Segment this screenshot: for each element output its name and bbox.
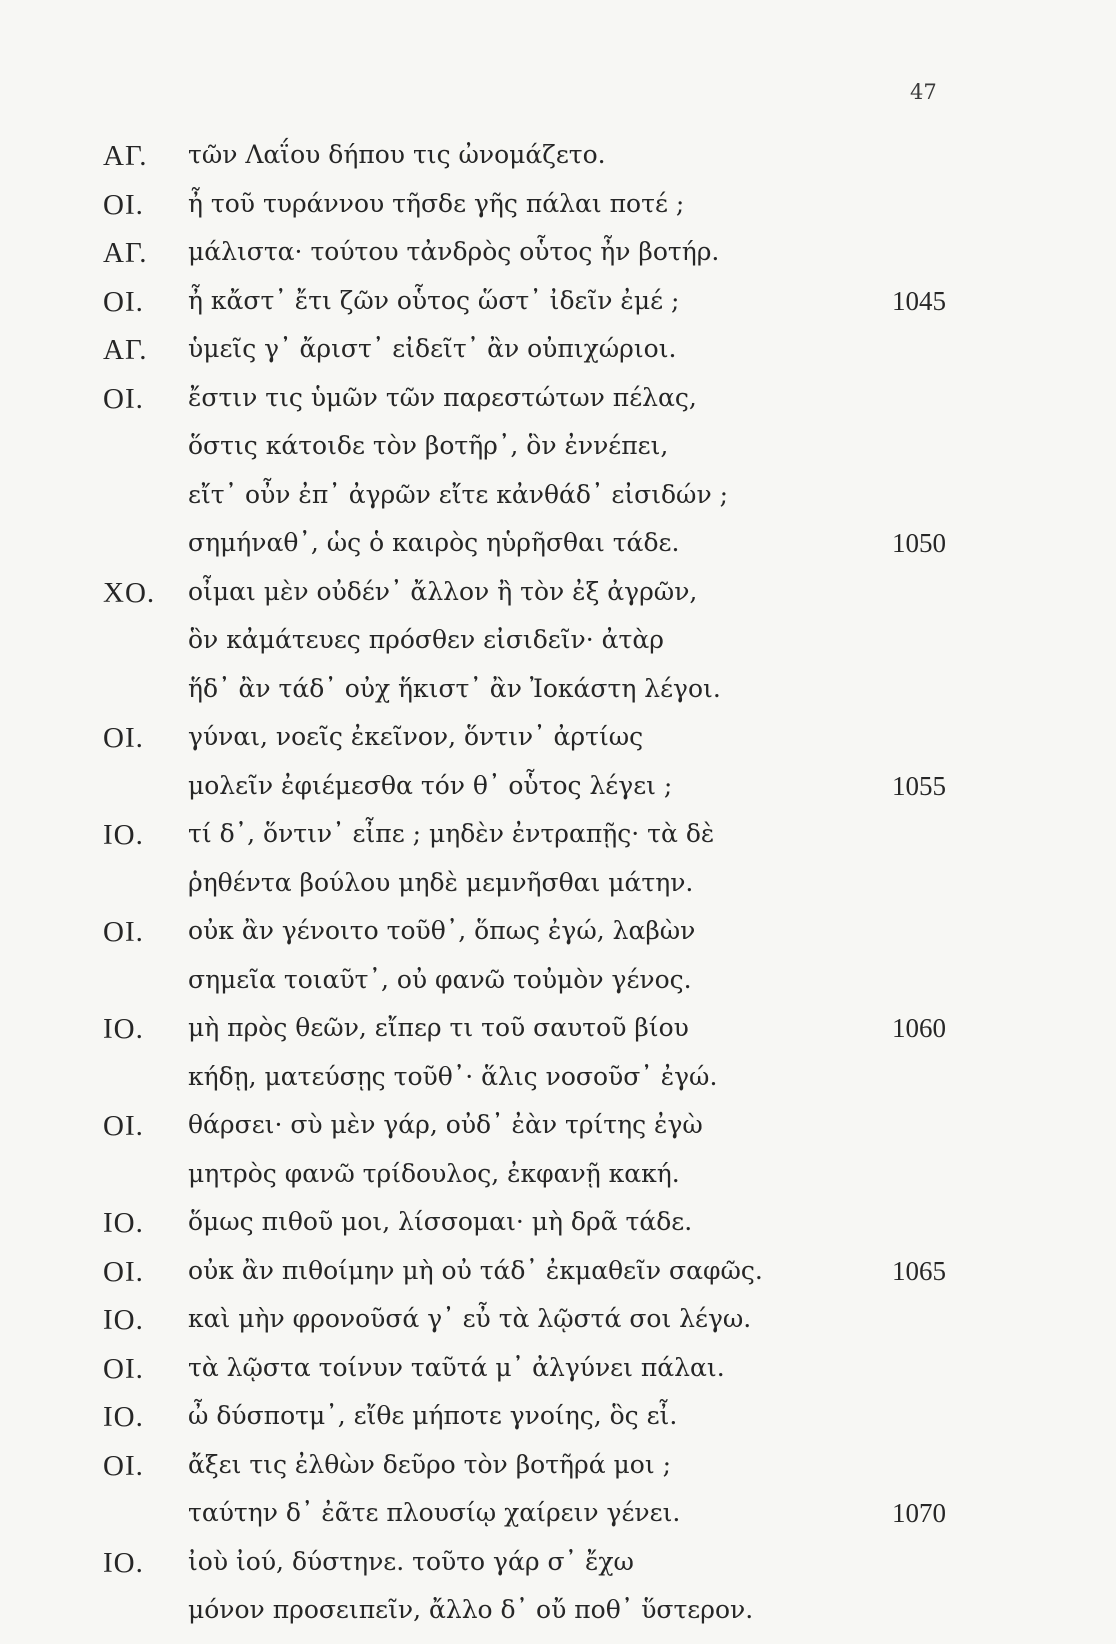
speaker-label: ΙΟ. <box>103 1401 144 1433</box>
verse-text: τῶν Λαΐου δήπου τις ὠνομάζετο. <box>188 140 606 169</box>
speaker-label: ΟΙ. <box>103 188 144 221</box>
verse-text: μάλιστα· τούτου τἀνδρὸς οὗτος ἦν βοτήρ. <box>188 237 720 266</box>
line-number: 1045 <box>892 285 946 316</box>
verse-line <box>0 625 1116 674</box>
page-number: 47 <box>910 80 937 104</box>
line-number: 1060 <box>892 1013 946 1043</box>
verse-line <box>0 1401 1116 1450</box>
verse-line <box>0 916 1116 965</box>
verse-text: ὦ δύσποτμ᾽, εἴθε μήποτε γνοίης, ὃς εἶ. <box>188 1401 678 1430</box>
verse-text: τί δ᾽, ὅντιν᾽ εἶπε ; μηδὲν ἐντραπῇς· τὰ δὲ <box>188 819 715 848</box>
verse-text: εἴτ᾽ οὖν ἐπ᾽ ἀγρῶν εἴτε κἀνθάδ᾽ εἰσιδών ; <box>188 479 729 509</box>
verse-line <box>0 819 1116 868</box>
speaker-label: ΟΙ. <box>103 722 144 754</box>
verse-text: ὃν κἀμάτευες πρόσθεν εἰσιδεῖν· ἀτὰρ <box>188 625 664 654</box>
line-number: 1055 <box>892 770 946 801</box>
verse-line <box>0 1159 1116 1208</box>
verse-text: γύναι, νοεῖς ἐκεῖνον, ὅντιν᾽ ἀρτίως <box>188 722 644 751</box>
verse-text: ἰοὺ ἰού, δύστηνε. τοῦτο γάρ σ᾽ ἔχω <box>188 1546 634 1576</box>
speaker-label: ΙΟ. <box>103 1546 144 1579</box>
verse-line <box>0 528 1116 577</box>
speaker-label: ΙΟ. <box>103 1304 144 1336</box>
verse-line <box>0 140 1116 189</box>
verse-line <box>0 1013 1116 1062</box>
speaker-label: ΑΓ. <box>103 334 148 366</box>
verse-line <box>0 1062 1116 1111</box>
verse-line <box>0 1547 1116 1596</box>
verse-line <box>0 1595 1116 1644</box>
verse-text: ἄξει τις ἐλθὼν δεῦρο τὸν βοτῆρά μοι ; <box>188 1449 672 1479</box>
speaker-label: ΧΟ. <box>103 576 156 609</box>
verse-text: ὅστις κάτοιδε τὸν βοτῆρ᾽, ὃν ἐννέπει, <box>188 431 669 460</box>
speaker-label: ΟΙ. <box>103 285 144 318</box>
verse-line <box>0 1110 1116 1159</box>
verse-text: θάρσει· σὺ μὲν γάρ, οὐδ᾽ ἐὰν τρίτης ἐγὼ <box>188 1110 703 1139</box>
verse-line <box>0 577 1116 626</box>
verse-text: ἥδ᾽ ἂν τάδ᾽ οὐχ ἥκιστ᾽ ἂν Ἰοκάστη λέγοι. <box>188 673 721 703</box>
verse-line <box>0 431 1116 480</box>
line-number: 1050 <box>892 528 946 558</box>
verse-text: κήδῃ, ματεύσῃς τοῦθ᾽· ἅλις νοσοῦσ᾽ ἐγώ. <box>188 1061 718 1091</box>
verse-line <box>0 674 1116 723</box>
verse-text: μὴ πρὸς θεῶν, εἴπερ τι τοῦ σαυτοῦ βίου <box>188 1013 689 1042</box>
speaker-label: ΑΓ. <box>103 140 148 172</box>
speaker-label: ΑΓ. <box>103 237 148 269</box>
verse-line <box>0 1256 1116 1305</box>
verse-text: οἶμαι μὲν οὐδέν᾽ ἄλλον ἢ τὸν ἐξ ἀγρῶν, <box>188 576 698 606</box>
verse-text: οὐκ ἂν πιθοίμην μὴ οὐ τάδ᾽ ἐκμαθεῖν σαφῶς. <box>188 1255 763 1285</box>
verse-line <box>0 480 1116 529</box>
verse-text: ἔστιν τις ὑμῶν τῶν παρεστώτων πέλας, <box>188 382 697 412</box>
verse-line <box>0 1498 1116 1547</box>
verse-line <box>0 189 1116 238</box>
verse-line <box>0 771 1116 820</box>
speaker-label: ΟΙ. <box>103 1352 144 1385</box>
verse-line <box>0 1207 1116 1256</box>
speaker-label: ΟΙ. <box>103 1255 144 1288</box>
verse-line <box>0 237 1116 286</box>
verse-text: ὅμως πιθοῦ μοι, λίσσομαι· μὴ δρᾶ τάδε. <box>188 1207 693 1236</box>
verse-text: σημεῖα τοιαῦτ᾽, οὐ φανῶ τοὐμὸν γένος. <box>188 964 692 994</box>
speaker-label: ΟΙ. <box>103 1449 144 1482</box>
verse-line <box>0 965 1116 1014</box>
speaker-label: ΟΙ. <box>103 1110 144 1142</box>
line-number: 1070 <box>892 1498 946 1528</box>
speaker-label: ΙΟ. <box>103 819 144 851</box>
speaker-label: ΙΟ. <box>103 1207 144 1239</box>
verse-text: ἦ τοῦ τυράννου τῆσδε γῆς πάλαι ποτέ ; <box>188 188 685 218</box>
verse-text: μητρὸς φανῶ τρίδουλος, ἐκφανῇ κακή. <box>188 1158 680 1188</box>
verse-text: ὑμεῖς γ᾽ ἄριστ᾽ εἰδεῖτ᾽ ἂν οὐπιχώριοι. <box>188 334 677 363</box>
verse-line <box>0 286 1116 335</box>
verse-text: οὐκ ἂν γένοιτο τοῦθ᾽, ὅπως ἐγώ, λαβὼν <box>188 916 696 945</box>
verse-line <box>0 1450 1116 1499</box>
verse-text: καὶ μὴν φρονοῦσά γ᾽ εὖ τὰ λῷστά σοι λέγω. <box>188 1304 752 1333</box>
verse-text: μόνον προσειπεῖν, ἄλλο δ᾽ οὔ ποθ᾽ ὕστερον. <box>188 1595 754 1624</box>
speaker-label: ΟΙ. <box>103 916 144 948</box>
speaker-label: ΙΟ. <box>103 1013 144 1045</box>
verse-line <box>0 383 1116 432</box>
verse-line <box>0 868 1116 917</box>
verse-text: μολεῖν ἐφιέμεσθα τόν θ᾽ οὗτος λέγει ; <box>188 770 673 800</box>
verse-text: ἦ κἄστ᾽ ἔτι ζῶν οὗτος ὥστ᾽ ἰδεῖν ἐμέ ; <box>188 285 680 315</box>
line-number: 1065 <box>892 1255 946 1286</box>
verse-line <box>0 722 1116 771</box>
verse-line <box>0 1353 1116 1402</box>
verse-text: σημήναθ᾽, ὡς ὁ καιρὸς ηὑρῆσθαι τάδε. <box>188 528 680 557</box>
verse-text: τὰ λῷστα τοίνυν ταῦτά μ᾽ ἀλγύνει πάλαι. <box>188 1352 725 1382</box>
verse-text: ῥηθέντα βούλου μηδὲ μεμνῆσθαι μάτην. <box>188 867 694 897</box>
verse-line <box>0 1304 1116 1353</box>
verse-text: ταύτην δ᾽ ἐᾶτε πλουσίῳ χαίρειν γένει. <box>188 1498 681 1527</box>
verse-lines <box>0 140 1116 1644</box>
verse-line <box>0 334 1116 383</box>
speaker-label: ΟΙ. <box>103 382 144 415</box>
